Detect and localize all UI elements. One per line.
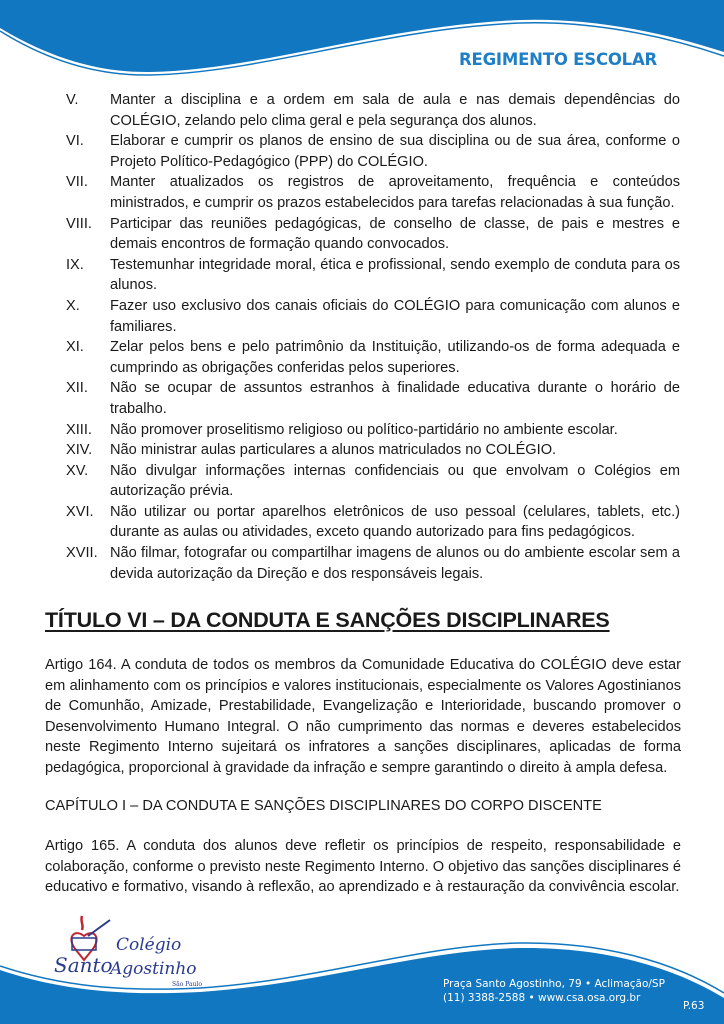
list-numeral: XI. [66, 339, 84, 356]
svg-text:Santo: Santo [54, 953, 113, 977]
list-numeral: VI. [66, 133, 84, 150]
list-numeral: X. [66, 297, 80, 314]
list-text: Fazer uso exclusivo dos canais oficiais do COLÉGIO para comunicação com alunos e familiares. [110, 297, 680, 335]
page-number: P.63 [683, 1000, 705, 1012]
svg-text:São Paulo: São Paulo [172, 981, 202, 988]
list-text: Manter atualizados os registros de aproveitamento, frequência e conteúdos ministrados, e cumprir os prazos estabelecidos para tarefas relacionadas à sua função. [110, 174, 680, 211]
list-text: Não utilizar ou portar aparelhos eletrônicos de uso pessoal (celulares, tablets, etc.) durante as aulas ou atividades, exceto quando autorizado para fins pedagógicos. [110, 503, 680, 541]
school-logo [48, 908, 218, 994]
list-item [66, 502, 680, 543]
chapter-heading: CAPÍTULO I – DA CONDUTA E SANÇÕES DISCIPLINARES DO CORPO DISCENTE [45, 798, 602, 814]
list-text: Participar das reuniões pedagógicas, de conselho de classe, de pais e mestres e demais encontros de formação quando convocados. [110, 215, 680, 253]
list-item [66, 461, 680, 502]
list-item [66, 420, 680, 441]
list-item [66, 543, 680, 584]
document-title: REGIMENTO ESCOLAR [459, 50, 658, 69]
list-text: Elaborar e cumprir os planos de ensino de sua disciplina ou de sua área, conforme o Projeto Político-Pedagógico (PPP) do COLÉGIO. [110, 133, 680, 170]
list-numeral: XIII. [66, 421, 92, 438]
list-text: Não se ocupar de assuntos estranhos à finalidade educativa durante o horário de trabalho. [110, 380, 680, 417]
svg-text:Colégio: Colégio [116, 935, 182, 955]
address-line: Praça Santo Agostinho, 79 • Aclimação/SP [443, 978, 665, 990]
list-numeral: XVI. [66, 503, 94, 520]
list-text: Testemunhar integridade moral, ética e profissional, sendo exemplo de conduta para os alunos. [110, 256, 680, 294]
svg-text:Agostinho: Agostinho [110, 959, 197, 979]
list-item [66, 440, 680, 461]
list-item [66, 90, 680, 131]
section-title: TÍTULO VI – DA CONDUTA E SANÇÕES DISCIPLINARES [45, 608, 610, 632]
list-item [66, 255, 680, 296]
list-numeral: XV. [66, 462, 89, 479]
list-item [66, 296, 680, 337]
contact-address [443, 977, 665, 1005]
phone-website-line: (11) 3388-2588 • www.csa.osa.org.br [443, 992, 641, 1004]
article-164: Artigo 164. A conduta de todos os membros da Comunidade Educativa do COLÉGIO deve estar em alinhamento com os princípios e valores institucionais, especialmente os Valores Agostinianos de Comunhão, Amizade, Prestabilidade, Evangelização e Interioridade, buscando promover o Desenvolvimento Humano Integral. O não cumprimento das normas e deveres estabelecidos neste Regimento Interno sujeitará os infratores a sanções disciplinares, aplicadas de forma pedagógica, proporcional à gravidade da infração e sempre garantindo o direito à ampla defesa. [45, 657, 681, 776]
list-numeral: V. [66, 92, 79, 108]
list-numeral: VIII. [66, 215, 92, 232]
list-text: Não divulgar informações internas confidenciais ou que envolvam o Colégios em autorização prévia. [110, 462, 680, 500]
list-text: Zelar pelos bens e pelo patrimônio da Instituição, utilizando-os de forma adequada e cumprindo as obrigações conferidas pelos superiores. [110, 339, 680, 376]
article-165: Artigo 165. A conduta dos alunos deve refletir os princípios de respeito, responsabilidade e colaboração, conforme o previsto neste Regimento Interno. O objetivo das sanções disciplinares é educativo e formativo, visando à reflexão, ao aprendizado e à restauração da convivência escolar. [45, 838, 681, 896]
list-numeral: XII. [66, 380, 88, 397]
duties-list [66, 90, 680, 584]
list-text: Não promover proselitismo religioso ou político-partidário no ambiente escolar. [110, 421, 618, 438]
list-item [66, 378, 680, 419]
list-text: Não filmar, fotografar ou compartilhar imagens de alunos ou do ambiente escolar sem a devida autorização da Direção e dos responsáveis legais. [110, 545, 680, 582]
list-numeral: XVII. [66, 545, 98, 562]
list-text: Não ministrar aulas particulares a alunos matriculados no COLÉGIO. [110, 442, 557, 459]
list-numeral: VII. [66, 174, 88, 191]
list-item [66, 131, 680, 172]
list-numeral: IX. [66, 256, 84, 273]
list-item [66, 337, 680, 378]
list-item [66, 172, 680, 213]
list-item [66, 214, 680, 255]
list-numeral: XIV. [66, 442, 93, 459]
list-text: Manter a disciplina e a ordem em sala de aula e nas demais dependências do COLÉGIO, zelando pelo clima geral e pela segurança dos alunos. [110, 92, 680, 129]
